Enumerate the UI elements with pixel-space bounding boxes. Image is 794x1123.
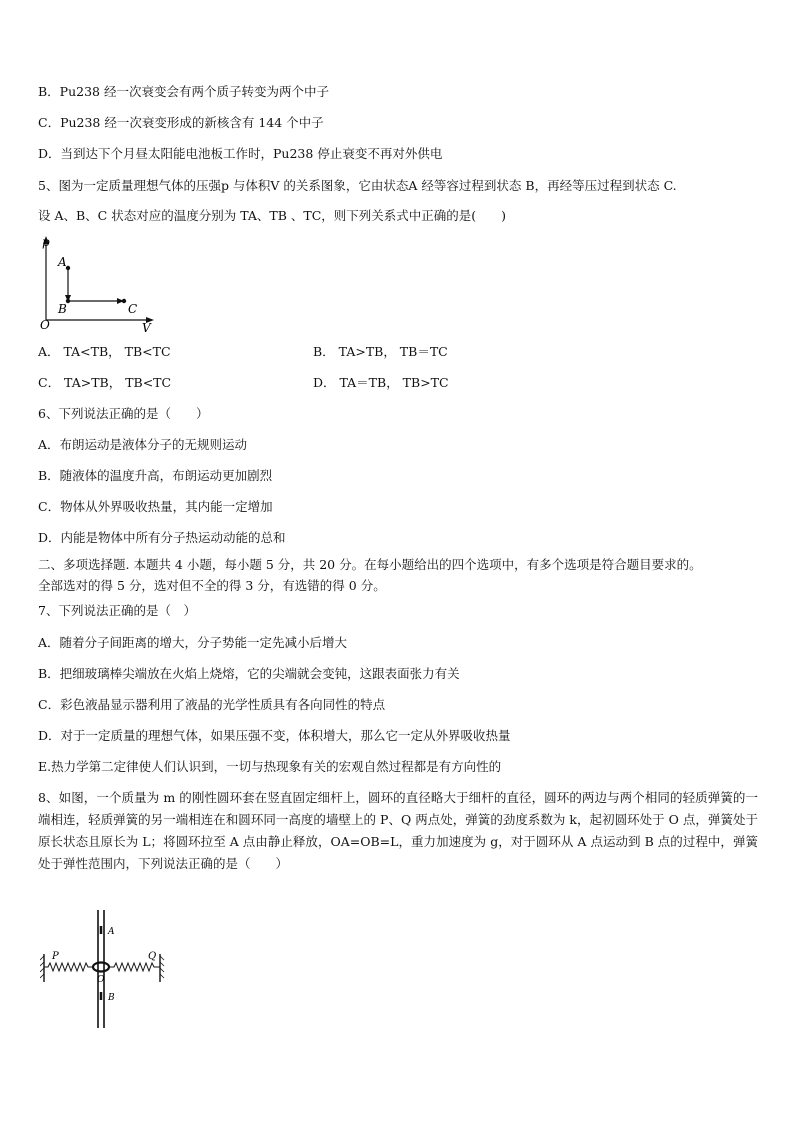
- q5-option-a: A． TA<TB， TB<TC: [38, 344, 171, 359]
- q5-point-b-label: B: [58, 302, 67, 316]
- q7-option-a: A．随着分子间距离的增大，分子势能一定先减小后增大: [38, 635, 348, 650]
- q5-stem-line1: 5、图为一定质量理想气体的压强p 与体积V 的关系图象，它由状态A 经等容过程到状态 B，再经等压过程到状态 C.: [38, 178, 677, 193]
- q6-option-d: D．内能是物体中所有分子热运动动能的总和: [38, 530, 286, 545]
- q4-option-b: B．Pu238 经一次衰变会有两个质子转变为两个中子: [38, 84, 329, 99]
- q8-label-a: A: [108, 927, 115, 937]
- q8-label-q: Q: [148, 951, 157, 962]
- q6-stem: 6、下列说法正确的是（ ）: [38, 406, 209, 421]
- q5-axis-p-label: p: [42, 235, 50, 249]
- q7-stem: 7、下列说法正确的是（ ）: [38, 603, 196, 618]
- q8-ring-spring-figure: [40, 910, 168, 1028]
- section2-instructions-line2: 全部选对的得 5 分，选对但不全的得 3 分，有选错的得 0 分。: [38, 578, 386, 593]
- q6-option-c: C．物体从外界吸收热量，其内能一定增加: [38, 499, 273, 514]
- q7-option-e: E.热力学第二定律使人们认识到，一切与热现象有关的宏观自然过程都是有方向性的: [38, 759, 502, 774]
- q8-stem: 8、如图，一个质量为 m 的刚性圆环套在竖直固定细杆上，圆环的直径略大于细杆的直径，圆环的两边与两个相同的轻质弹簧的一端相连，轻质弹簧的另一端相连在和圆环同一高度的墙壁上的 P、Q 两点处，弹簧的劲度系数为 k，起初圆环处于 O 点，弹簧处于原长状态且原长为 L；将圆环拉至 A 点由静止释放，OA=OB=L，重力加速度为 g，对于圆环从 A 点运动到 B 点的过程中，弹簧处于弹性范围内，下列说法正确的是（ ）: [38, 790, 758, 871]
- q5-point-c-label: C: [128, 302, 138, 316]
- q5-option-d: D． TA＝TB， TB>TC: [313, 375, 449, 390]
- section2-instructions-line1: 二、多项选择题. 本题共 4 小题，每小题 5 分，共 20 分。在每小题给出的四个选项中，有多个选项是符合题目要求的。: [38, 557, 702, 572]
- q5-option-b: B． TA>TB， TB＝TC: [313, 344, 448, 359]
- q6-option-b: B．随液体的温度升高，布朗运动更加剧烈: [38, 468, 273, 483]
- q6-option-a: A．布朗运动是液体分子的无规则运动: [38, 437, 248, 452]
- q7-option-d: D．对于一定质量的理想气体，如果压强不变，体积增大，那么它一定从外界吸收热量: [38, 728, 511, 743]
- q5-axis-v-label: V: [142, 321, 151, 335]
- q7-option-c: C．彩色液晶显示器利用了液晶的光学性质具有各向同性的特点: [38, 697, 386, 712]
- q5-point-a-label: A: [58, 255, 67, 269]
- q8-label-b: B: [108, 993, 115, 1003]
- q8-label-p: P: [52, 951, 59, 962]
- q5-option-c: C． TA>TB， TB<TC: [38, 375, 172, 390]
- q4-option-c: C．Pu238 经一次衰变形成的新核含有 144 个中子: [38, 115, 324, 130]
- q5-pv-graph: [36, 232, 160, 336]
- q8-label-o: O: [97, 975, 105, 985]
- q7-option-b: B．把细玻璃棒尖端放在火焰上烧熔，它的尖端就会变钝，这跟表面张力有关: [38, 666, 460, 681]
- q5-origin-label: O: [40, 318, 50, 332]
- q5-stem-line2: 设 A、B、C 状态对应的温度分别为 TA、TB 、TC，则下列关系式中正确的是( ): [38, 208, 507, 223]
- q4-option-d: D．当到达下个月昼太阳能电池板工作时，Pu238 停止衰变不再对外供电: [38, 146, 443, 161]
